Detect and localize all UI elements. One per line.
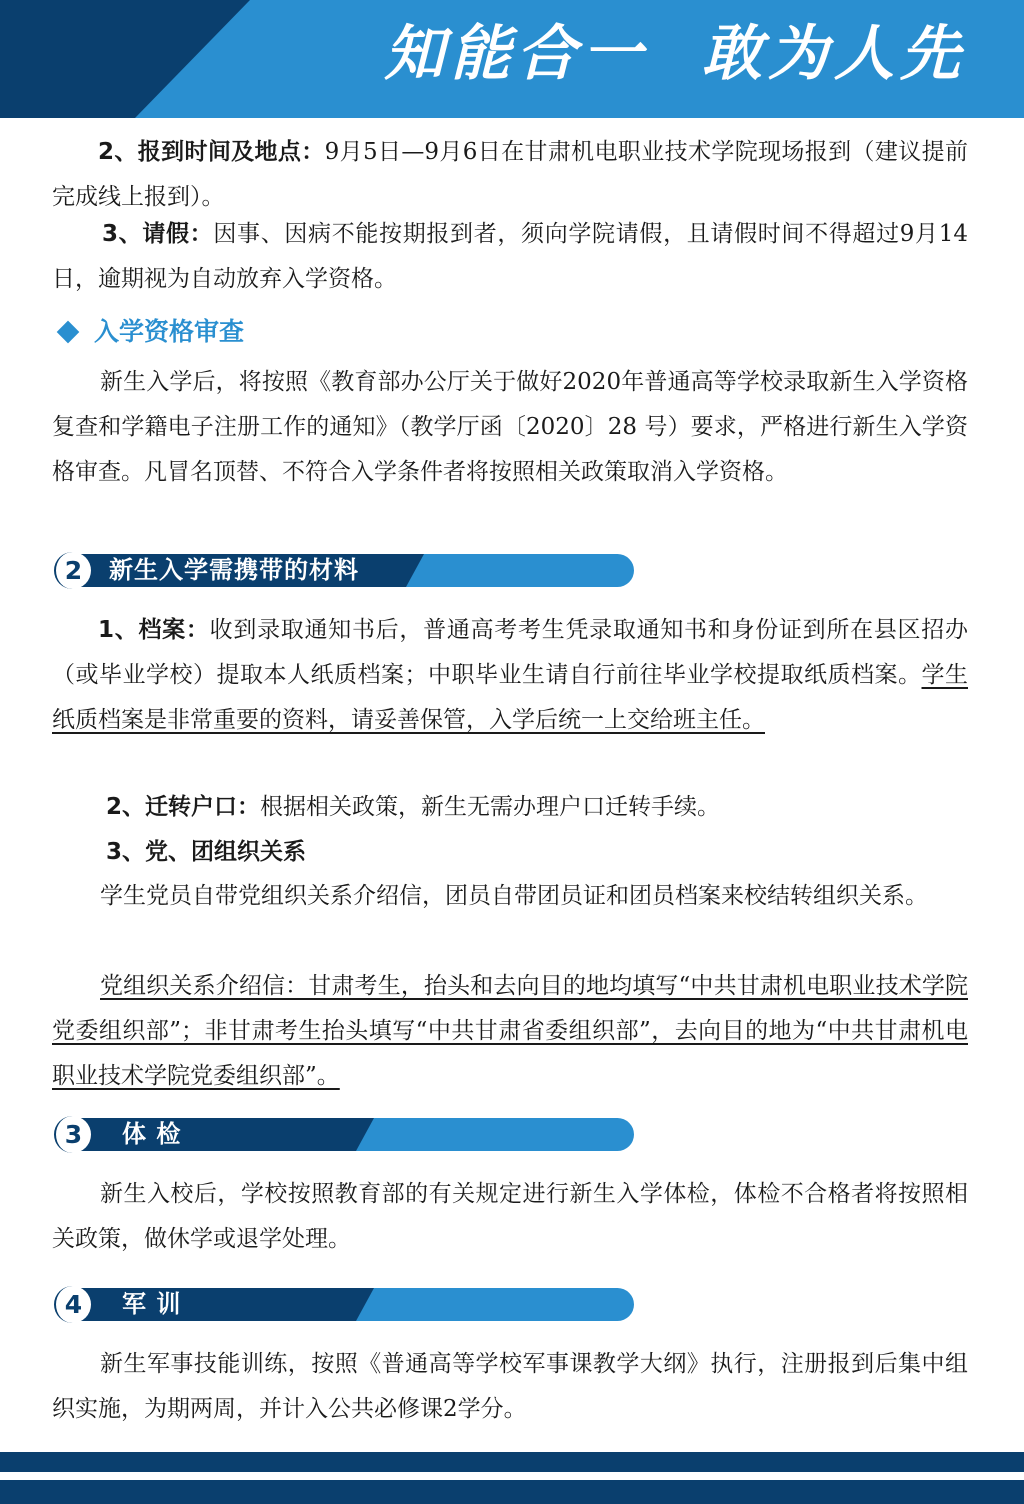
section-3-title: 体 检 (122, 1120, 182, 1148)
materials-item-1-underlined: 学生纸质档案是非常重要的资料，请妥善保管，入学后统一上交给班主任。 (52, 662, 968, 733)
materials-item-2 (52, 785, 968, 830)
qualification-heading (54, 310, 244, 354)
materials-item-3-underlined: 党组织关系介绍信：甘肃考生，抬头和去向目的地均填写“中共甘肃机电职业技术学院党委组织部”；非甘肃考生抬头填写“中共甘肃省委组织部”，去向目的地为“中共甘肃机电职业技术学院党委组织部”。 (52, 973, 968, 1089)
section-2-banner (54, 554, 634, 587)
qualification-heading-text: 入学资格审查 (94, 317, 245, 346)
materials-item-1-label: 1、档案： (98, 617, 210, 643)
materials-item-1-text: 收到录取通知书后，普通高考考生凭录取通知书和身份证到所在县区招办（或毕业学校）提取本人纸质档案；中职毕业生请自行前往毕业学校提取纸质档案。 (52, 617, 969, 688)
section-3-number-badge: 3 (54, 1116, 91, 1153)
footer-band-bottom (0, 1480, 1024, 1504)
registration-item-3-label: 3、请假： (102, 221, 214, 247)
registration-item-2-text: 9月5日—9月6日在甘肃机电职业技术学院现场报到（建议提前完成线上报到）。 (52, 139, 968, 210)
military-training-paragraph: 新生军事技能训练，按照《普通高等学校军事课教学大纲》执行，注册报到后集中组织实施，为期两周，并计入公共必修课2学分。 (52, 1351, 968, 1422)
section-3-banner (54, 1118, 634, 1151)
materials-item-1 (52, 608, 968, 743)
materials-item-3-text: 学生党员自带党组织关系介绍信，团员自带团员证和团员档案来校结转组织关系。 (100, 883, 928, 909)
section-4-number-badge: 4 (54, 1286, 91, 1323)
registration-item-2-label: 2、报到时间及地点： (98, 139, 325, 165)
header-banner (0, 0, 1024, 118)
banner-bar-dark (64, 1288, 374, 1321)
footer-band-top (0, 1452, 1024, 1472)
banner-bar-dark (64, 1118, 374, 1151)
registration-item-2 (52, 130, 968, 220)
section-4-title: 军 训 (122, 1290, 182, 1318)
diamond-icon (57, 320, 80, 343)
materials-item-3-note (52, 964, 968, 1099)
materials-item-3-heading (52, 830, 968, 875)
registration-item-3 (52, 212, 968, 302)
header-slogan: 知能合一 敢为人先 (384, 19, 966, 89)
section-2-title: 新生入学需携带的材料 (109, 556, 359, 584)
registration-item-3-text: 因事、因病不能按期报到者，须向学院请假，且请假时间不得超过9月14日，逾期视为自动放弃入学资格。 (52, 221, 968, 292)
qualification-paragraph: 新生入学后，将按照《教育部办公厅关于做好2020年普通高等学校录取新生入学资格复查和学籍电子注册工作的通知》（教学厅函〔2020〕28 号）要求，严格进行新生入学资格审查。凡冒名顶替、不符合入学条件者将按照相关政策取消入学资格。 (52, 369, 968, 485)
physical-exam-paragraph: 新生入校后，学校按照教育部的有关规定进行新生入学体检，体检不合格者将按照相关政策，做休学或退学处理。 (52, 1181, 968, 1252)
materials-item-2-label: 2、迁转户口： (106, 794, 261, 820)
materials-item-2-text: 根据相关政策，新生无需办理户口迁转手续。 (260, 794, 721, 820)
materials-item-3-label: 3、党、团组织关系 (106, 839, 307, 865)
section-2-number-badge: 2 (54, 552, 91, 589)
section-4-banner (54, 1288, 634, 1321)
